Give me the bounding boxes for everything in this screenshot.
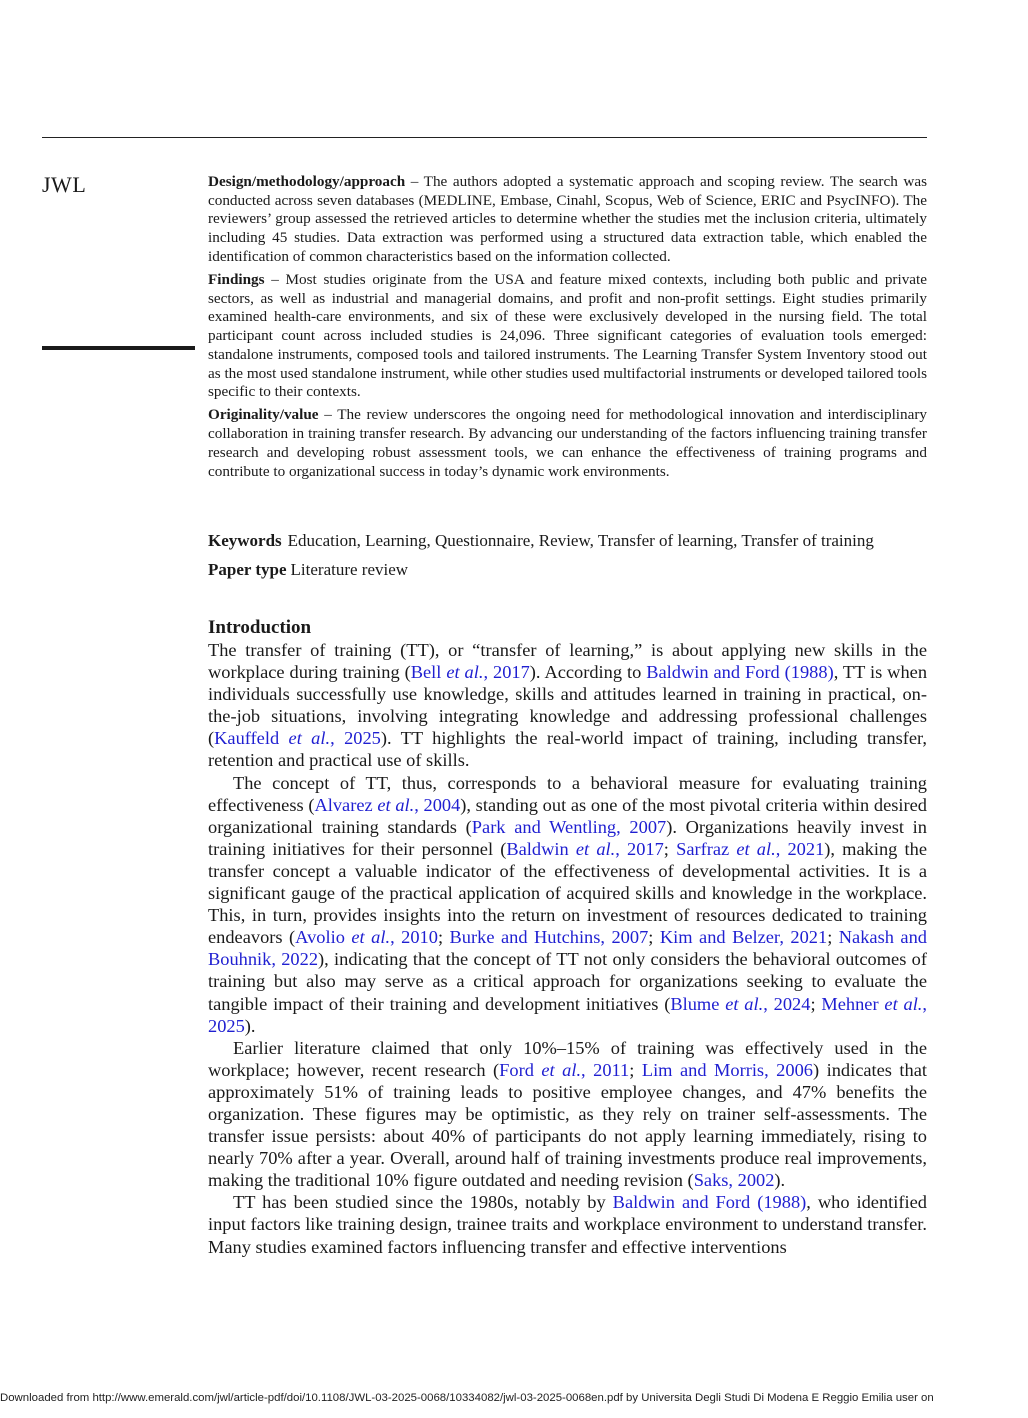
body-text: ). (774, 1170, 786, 1191)
body-text: , TT is when individuals successfully use knowledge, skills and attitudes learned in training in practical, on-the-job situations, involving integrating knowledge and addressing professional challenges ( (208, 662, 928, 749)
section-heading: Introduction (208, 617, 312, 638)
paper-type-label: Paper type (208, 560, 287, 579)
citation-link[interactable]: Baldwin et al., 2017 (506, 838, 664, 859)
paper-type (208, 559, 408, 581)
introduction-section (208, 617, 927, 1258)
header-rule (42, 137, 927, 138)
citation-link[interactable]: Park and Wentling, 2007 (471, 816, 667, 837)
abstract-text-findings: Most studies originate from the USA and feature mixed contexts, including both public and private sectors, as well as industrial and managerial domains, and profit and non-profit settings. Eight studies primarily examined health-care environments, and six of these were exclusively developed in the nursing field. The total participant count across included studies is 24,096. Three significant categories of evaluation tools emerged: standalone instruments, composed tools and tailored instruments. The Learning Transfer System Inventory stood out as the most used standalone instrument, while other studies used multifactorial instruments or developed tailored tools specific to their contexts. (208, 271, 927, 401)
structured-abstract (208, 173, 927, 486)
body-text: ). According to (529, 662, 647, 683)
citation-link[interactable]: Alvarez et al., 2004 (314, 794, 461, 815)
citation-link[interactable]: Sarfraz et al., 2021 (676, 838, 825, 859)
citation-link[interactable]: Kauffeld et al., 2025 (214, 728, 381, 749)
citation-link[interactable]: Baldwin and Ford (1988) (646, 662, 834, 683)
body-text: The transfer of training (TT), or “transfer of learning,” is about applying new skills in the workplace during training ( (208, 640, 927, 683)
body-text: Earlier literature claimed that only 10%–15% of training was effectively used in the workplace; however, recent research ( (208, 1037, 927, 1080)
body-text: ), making the transfer concept a valuable indicator of the effectiveness of developmental activities. It is a significant gauge of the practical application of acquired skills and knowledge in the workplace. This, in turn, provides insights into the return on investment of resources dedicated to training endeavors ( (208, 838, 927, 948)
citation-link[interactable]: Bell et al., 2017 (410, 662, 530, 683)
citation-link[interactable]: Ford et al., 2011 (499, 1059, 630, 1080)
paragraph-2: The concept of TT, thus, corresponds to a behavioral measure for evaluating training effectiveness (Alvarez et al., 2004), standing out as one of the most pivotal criteria within desired organizational training standards (Park and Wentling, 2007). Organizations heavily invest in training initiatives for their personnel (Baldwin et al., 2017; Sarfraz et al., 2021), making the transfer concept a valuable indicator of the effectiveness of developmental activities. It is a significant gauge of the practical application of acquired skills and knowledge in the workplace. This, in turn, provides insights into the return on investment of resources dedicated to training endeavors (Avolio et al., 2010; Burke and Hutchins, 2007; Kim and Belzer, 2021; Nakash and Bouhnik, 2022), indicating that the concept of TT not only considers the behavioral outcomes of training but also may serve as a critical approach for organizations seeking to evaluate the tangible impact of their training and development initiatives (Blume et al., 2024; Mehner et al., 2025). (208, 772, 928, 1036)
citation-link[interactable]: Mehner et al., 2025 (208, 993, 928, 1036)
citation-link[interactable]: Lim and Morris, 2006 (641, 1059, 813, 1080)
citation-link[interactable]: Blume et al., 2024 (670, 993, 811, 1014)
journal-code: JWL (42, 172, 87, 197)
abstract-heading-design: Design/methodology/approach (208, 173, 406, 190)
body-text: The concept of TT, thus, corresponds to a behavioral measure for evaluating training effectiveness ( (208, 772, 927, 815)
citation-link[interactable]: Avolio et al., 2010 (295, 927, 438, 948)
body-text: ). (244, 1015, 256, 1036)
body-text: ) indicates that approximately 51% of training leads to positive employee changes, and 47% benefits the organization. These figures may be optimistic, as they rely on trainer self-assessments. The transfer issue persists: about 40% of participants do not apply learning immediately, rising to nearly 70% after a year. Overall, around half of training investments produce real improvements, making the traditional 10% figure outdated and needing revision ( (208, 1059, 928, 1191)
citation-link[interactable]: Saks, 2002 (693, 1170, 775, 1191)
body-text: , who identified input factors like training design, trainee traits and workplace environment to understand transfer. Many studies examined factors influencing transfer and effective interventions (208, 1192, 927, 1257)
citation-link[interactable]: Baldwin and Ford (1988) (612, 1192, 807, 1213)
citation-link[interactable]: Nakash and Bouhnik, 2022 (208, 927, 927, 970)
keywords-label: Keywords (208, 531, 282, 550)
margin-rule (42, 346, 195, 350)
abstract-heading-findings: Findings (208, 271, 265, 289)
paragraph-4 (208, 1191, 927, 1257)
paragraph-1 (208, 639, 927, 772)
body-text: ), standing out as one of the most pivotal criteria within desired organizational training standards ( (208, 794, 928, 837)
abstract-findings: Findings – Most studies originate from the USA and feature mixed contexts, including both public and private sectors, as well as industrial and managerial domains, and profit and non-profit settings. Eight studies primarily examined health-care environments, and six of these were exclusively developed in the nursing field. The total participant count across included studies is 24,096. Three significant categories of evaluation tools emerged: standalone instruments, composed tools and tailored instruments. The Learning Transfer System Inventory stood out as the most used standalone instrument, while other studies used multifactorial instruments or developed tailored tools specific to their contexts. (208, 271, 927, 401)
paragraph-3: Earlier literature claimed that only 10%–15% of training was effectively used in the workplace; however, recent research (Ford et al., 2011; Lim and Morris, 2006) indicates that approximately 51% of training leads to positive employee changes, and 47% benefits the organization. These figures may be optimistic, as they rely on trainer self-assessments. The transfer issue persists: about 40% of participants do not apply learning immediately, rising to nearly 70% after a year. Overall, around half of training investments produce real improvements, making the traditional 10% figure outdated and needing revision (Saks, 2002). (208, 1037, 928, 1191)
abstract-heading-originality: Originality/value (208, 406, 319, 424)
body-text: TT has been studied since the 1980s, notably by (233, 1192, 613, 1213)
paper-type-value: Literature review (290, 560, 409, 579)
keywords (208, 530, 874, 552)
body-text: ). Organizations heavily invest in training initiatives for their personnel ( (208, 816, 927, 859)
citation-link[interactable]: Kim and Belzer, 2021 (659, 927, 828, 948)
abstract-originality: Originality/value – The review underscores the ongoing need for methodological innovation and interdisciplinary collaboration in training transfer research. By advancing our understanding of the factors influencing training transfer research and developing robust assessment tools, we can enhance the effectiveness of training programs and contribute to organizational success in today’s dynamic work environments. (208, 406, 927, 480)
body-text: ). TT highlights the real-world impact of training, including transfer, retention and practical use of skills. (208, 728, 928, 771)
keywords-list: Education, Learning, Questionnaire, Review, Transfer of learning, Transfer of training (287, 531, 874, 550)
download-footer: Downloaded from http://www.emerald.com/jwl/article-pdf/doi/10.1108/JWL-03-2025-0068/10334082/jwl-03-2025-0068en.pdf by Universita Degli Studi Di Modena E Reggio Emilia user on (0, 1392, 934, 1404)
abstract-design: Design/methodology/approach – The authors adopted a systematic approach and scoping review. The search was conducted across seven databases (MEDLINE, Embase, Cinahl, Scopus, Web of Science, ERIC and PsycINFO). The reviewers’ group assessed the retrieved articles to determine whether the studies met the inclusion criteria, ultimately including 45 studies. Data extraction was performed using a structured data extraction table, which enabled the identification of common characteristics based on the information collected. (208, 173, 927, 265)
body-text: ), indicating that the concept of TT not only considers the behavioral outcomes of training but also may serve as a critical approach for organizations seeking to evaluate the tangible impact of their training and development initiatives ( (208, 949, 927, 1014)
abstract-text-design: The authors adopted a systematic approach and scoping review. The search was conducted across seven databases (MEDLINE, Embase, Cinahl, Scopus, Web of Science, ERIC and PsycINFO). The reviewers’ group assessed the retrieved articles to determine whether the studies met the inclusion criteria, ultimately including 45 studies. Data extraction was performed using a structured data extraction table, which enabled the identification of common characteristics based on the information collected. (208, 173, 927, 265)
abstract-text-originality: The review underscores the ongoing need for methodological innovation and interdisciplinary collaboration in training transfer research. By advancing our understanding of the factors influencing training transfer research and developing robust assessment tools, we can enhance the effectiveness of training programs and contribute to organizational success in today’s dynamic work environments. (208, 406, 927, 480)
citation-link[interactable]: Burke and Hutchins, 2007 (449, 927, 649, 948)
